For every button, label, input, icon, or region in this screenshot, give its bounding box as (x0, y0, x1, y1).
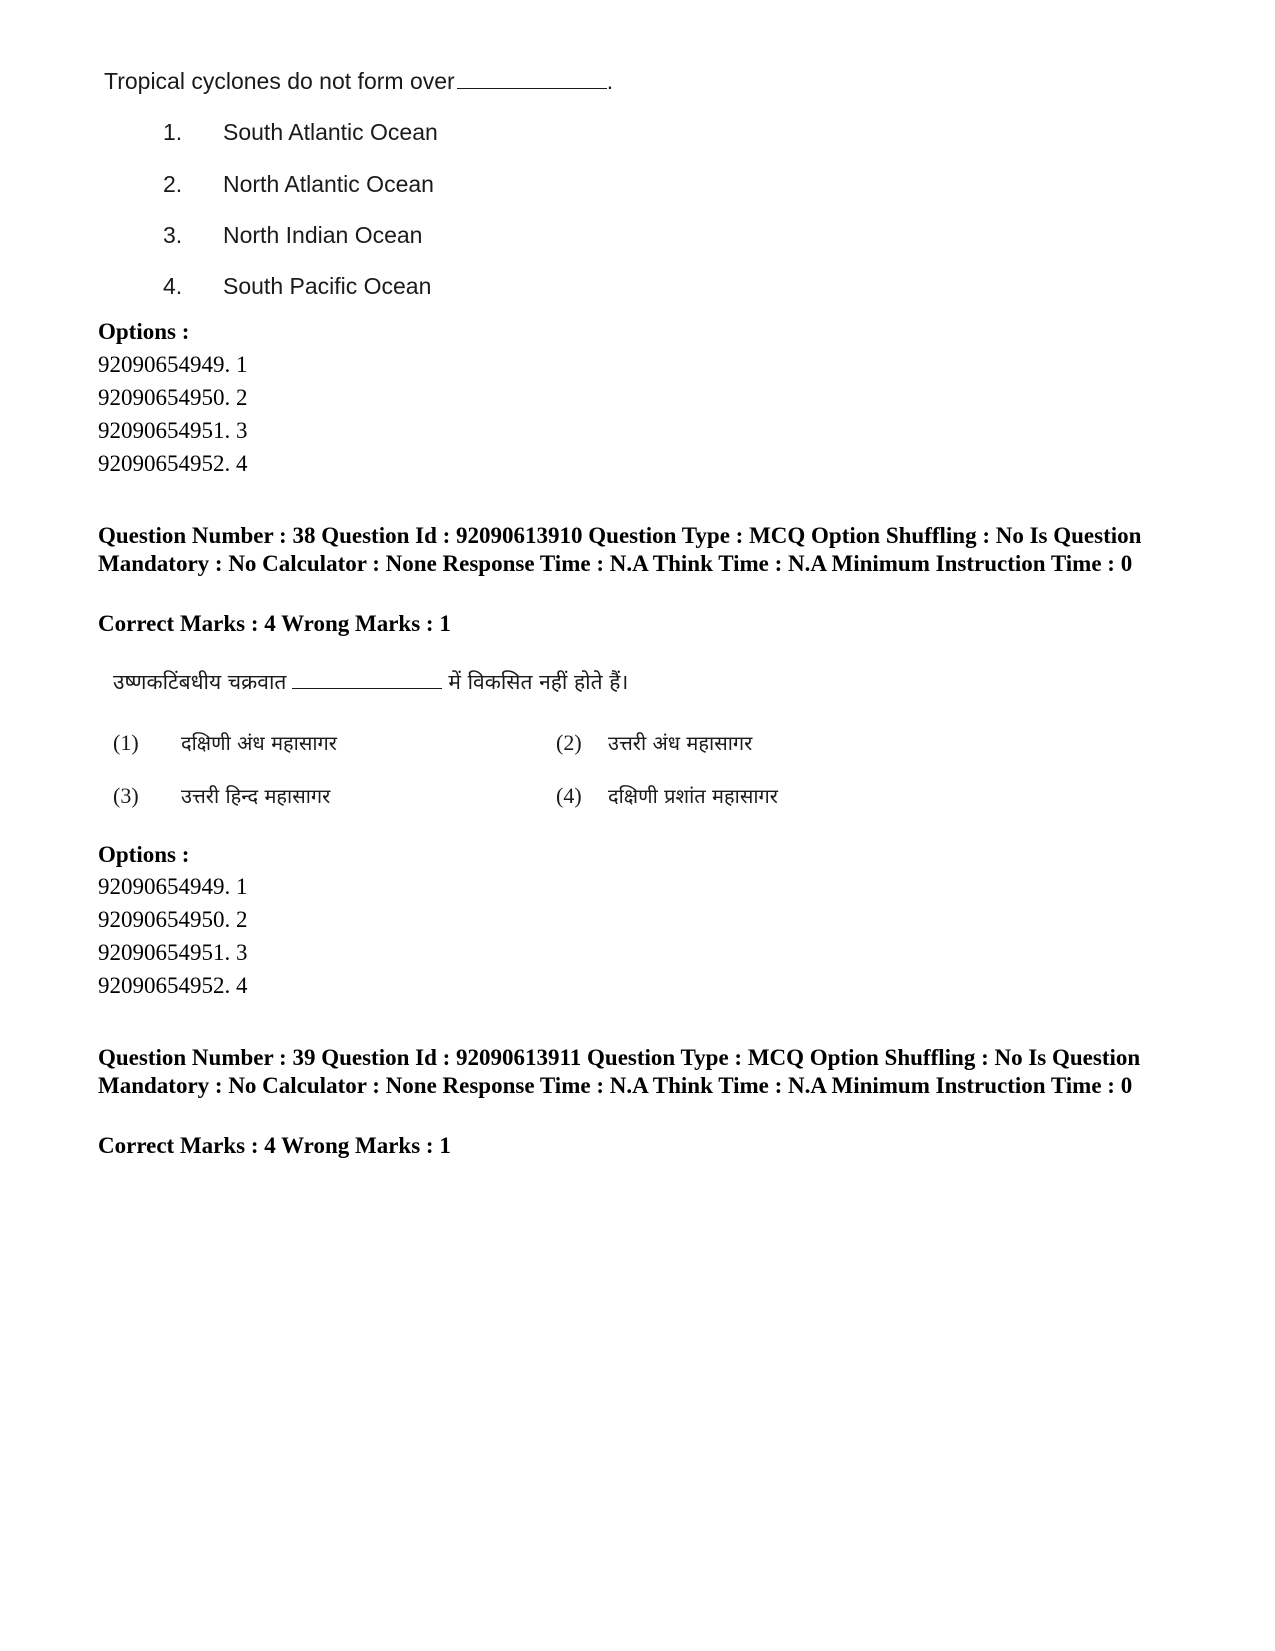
q39-metadata: Question Number : 39 Question Id : 92090613911 Question Type : MCQ Option Shuffling : No Is Question Mandatory : No Calculator : None Response Time : N.A Think Time : N.A Minimum Instruction Time : 0 (98, 1045, 1141, 1098)
answer-blank (457, 68, 607, 89)
option-number: 4. (163, 273, 183, 299)
q37-options-heading: Options : (98, 319, 190, 344)
q38-scan-option-1 (113, 729, 337, 756)
q38-question-end: में विकसित नहीं होते हैं। (448, 670, 629, 694)
option-number: (1) (113, 730, 139, 755)
option-number: (3) (113, 783, 139, 808)
q38-marks: Correct Marks : 4 Wrong Marks : 1 (98, 611, 451, 636)
q37-question-end: . (606, 68, 614, 94)
q38-option-id-2: 92090654950. 2 (98, 907, 248, 932)
option-number: 3. (163, 222, 183, 248)
answer-blank (292, 670, 442, 689)
q38-scan-option-3 (113, 782, 330, 809)
q38-option-id-3: 92090654951. 3 (98, 940, 248, 965)
q38-scan-option-4 (556, 782, 778, 809)
option-number: (2) (556, 730, 582, 755)
option-text: North Indian Ocean (223, 222, 423, 248)
q37-option-id-4: 92090654952. 4 (98, 451, 248, 476)
q37-question-stem: Tropical cyclones do not form over (104, 68, 455, 94)
option-text: दक्षिणी प्रशांत महासागर (608, 784, 778, 808)
q37-option-id-3: 92090654951. 3 (98, 418, 248, 443)
option-text: South Pacific Ocean (223, 273, 432, 299)
q37-option-id-2: 92090654950. 2 (98, 385, 248, 410)
q37-question-text (104, 68, 613, 95)
option-text: उत्तरी हिन्द महासागर (181, 784, 331, 808)
q38-option-id-4: 92090654952. 4 (98, 973, 248, 998)
q38-option-id-1: 92090654949. 1 (98, 874, 248, 899)
q38-question-start: उष्णकटिंबधीय चक्रवात (113, 670, 287, 694)
option-text: दक्षिणी अंध महासागर (181, 731, 337, 755)
option-number: 1. (163, 119, 183, 145)
option-text: South Atlantic Ocean (223, 119, 438, 145)
q38-question-text (113, 668, 628, 696)
q38-options-heading: Options : (98, 842, 190, 867)
option-text: North Atlantic Ocean (223, 171, 434, 197)
q37-scan-option-2 (163, 171, 434, 198)
option-text: उत्तरी अंध महासागर (608, 731, 753, 755)
q38-metadata: Question Number : 38 Question Id : 92090613910 Question Type : MCQ Option Shuffling : No Is Question Mandatory : No Calculator : None Response Time : N.A Think Time : N.A Minimum Instruction Time : 0 (98, 523, 1142, 576)
q39-marks: Correct Marks : 4 Wrong Marks : 1 (98, 1133, 451, 1158)
q37-scan-option-4 (163, 273, 431, 300)
q37-scan-option-1 (163, 119, 438, 146)
option-number: 2. (163, 171, 183, 197)
q38-scan-option-2 (556, 729, 752, 756)
option-number: (4) (556, 783, 582, 808)
q37-option-id-1: 92090654949. 1 (98, 352, 248, 377)
q37-scan-option-3 (163, 222, 422, 249)
